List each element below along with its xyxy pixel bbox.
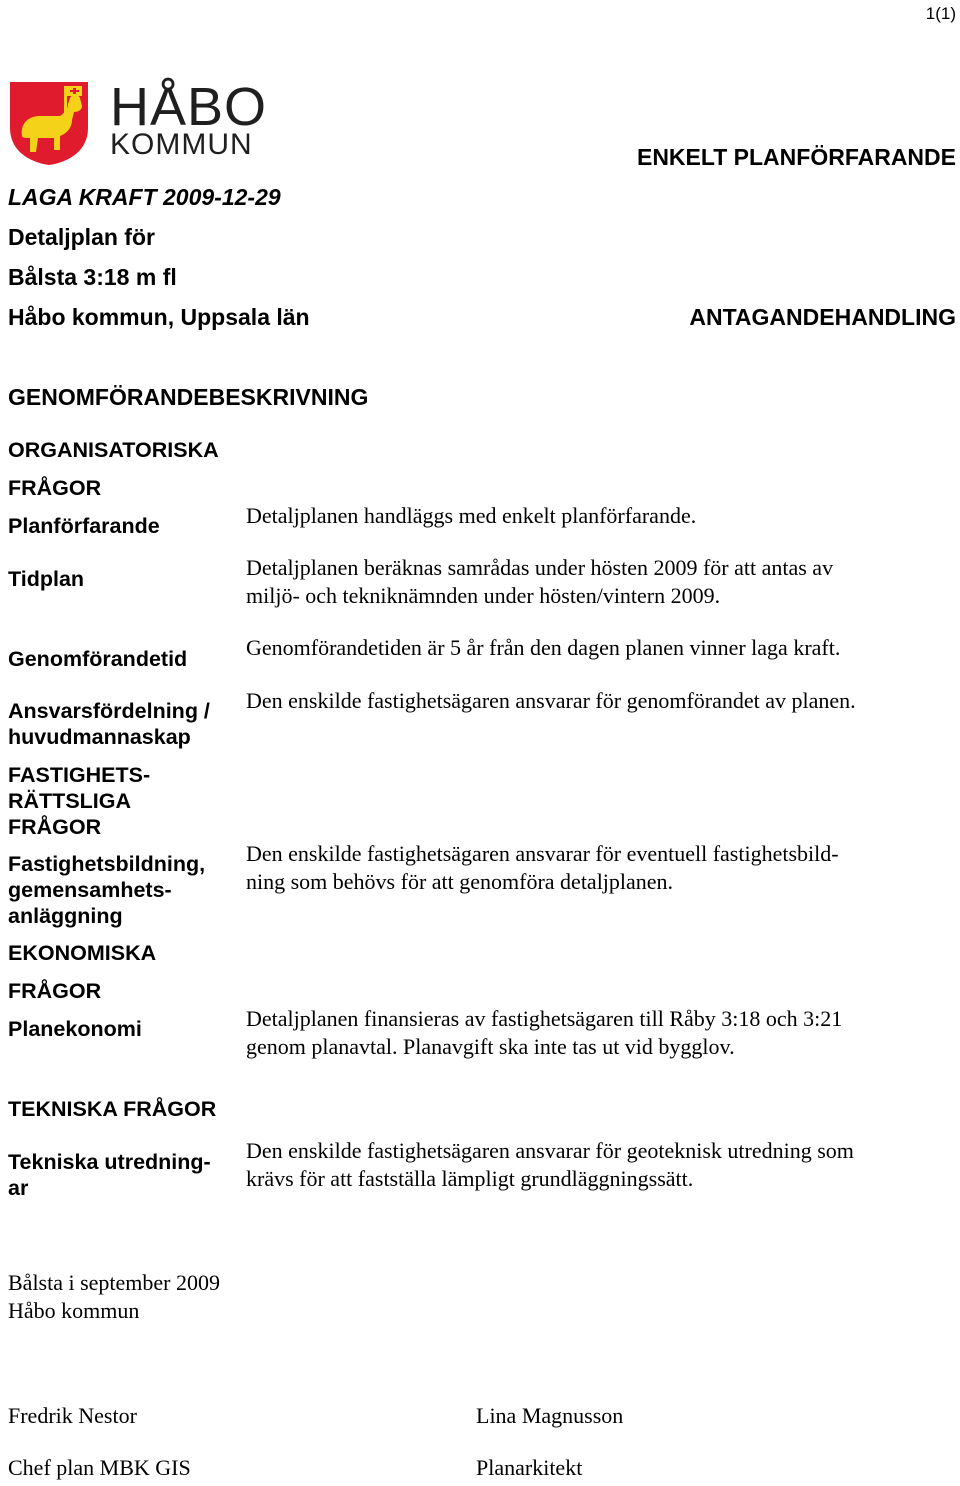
ansvar-label-1: Ansvarsfördelning /: [8, 699, 210, 723]
document-title: GENOMFÖRANDEBESKRIVNING: [8, 384, 369, 410]
fastighetsbildning-label-3: anläggning: [8, 904, 123, 928]
plan-line-3: Håbo kommun, Uppsala län: [8, 304, 310, 330]
habo-kommun-logo: [8, 77, 268, 170]
laga-kraft-label: LAGA KRAFT 2009-12-29: [8, 184, 281, 210]
planekonomi-label: Planekonomi: [8, 1017, 142, 1041]
procedure-label: ENKELT PLANFÖRFARANDE: [636, 144, 956, 170]
tekniska-utredningar-text-1: Den enskilde fastighetsägaren ansvarar för geoteknisk utredning som: [246, 1138, 854, 1163]
section-tek-title: TEKNISKA FRÅGOR: [8, 1097, 217, 1121]
ansvar-label-2: huvudmannaskap: [8, 725, 191, 749]
genomforandetid-text: Genomförandetiden är 5 år från den dagen planen vinner laga kraft.: [246, 635, 841, 660]
section-fast-line3: FRÅGOR: [8, 815, 102, 839]
fastighetsbildning-label-2: gemensamhets-: [8, 878, 172, 902]
tekniska-utredningar-label-2: ar: [8, 1176, 29, 1200]
signature-1-name: Fredrik Nestor: [8, 1403, 137, 1428]
logo-name: HÅBO: [110, 77, 268, 137]
logo-subtitle: KOMMUN: [110, 128, 253, 161]
fastighetsbildning-text-2: ning som behövs för att genomföra detaljplanen.: [246, 869, 674, 894]
tekniska-utredningar-label-1: Tekniska utredning-: [8, 1150, 211, 1174]
stage-label: ANTAGANDEHANDLING: [689, 304, 956, 330]
section-org-line1: ORGANISATORISKA: [8, 438, 219, 462]
planforfarande-text: Detaljplanen handläggs med enkelt planförfarande.: [246, 503, 697, 528]
signature-2-name: Lina Magnusson: [476, 1403, 624, 1428]
section-fast-line1: FASTIGHETS-: [8, 763, 151, 787]
plan-line-2: Bålsta 3:18 m fl: [8, 264, 177, 290]
ansvar-text: Den enskilde fastighetsägaren ansvarar för genomförandet av planen.: [246, 688, 856, 713]
section-org-line2: FRÅGOR: [8, 476, 102, 500]
genomforandetid-label: Genomförandetid: [8, 647, 188, 671]
section-fast-line2: RÄTTSLIGA: [8, 789, 132, 813]
tekniska-utredningar-text-2: krävs för att fastställa lämpligt grundläggningssätt.: [246, 1166, 694, 1191]
planforfarande-label: Planförfarande: [8, 514, 160, 538]
signature-1-title: Chef plan MBK GIS: [8, 1455, 191, 1480]
fastighetsbildning-label-1: Fastighetsbildning,: [8, 852, 206, 876]
planekonomi-text-1: Detaljplanen finansieras av fastighetsägaren till Råby 3:18 och 3:21: [246, 1006, 843, 1031]
footer-place-date: Bålsta i september 2009: [8, 1270, 221, 1295]
logo-wordmark: [110, 77, 268, 161]
footer-org: Håbo kommun: [8, 1298, 140, 1323]
fastighetsbildning-text-1: Den enskilde fastighetsägaren ansvarar för eventuell fastighetsbild-: [246, 841, 839, 866]
signature-2-title: Planarkitekt: [476, 1455, 583, 1480]
tidplan-text-2: miljö- och tekniknämnden under hösten/vintern 2009.: [246, 583, 721, 608]
coat-of-arms-lamb-icon: [8, 80, 90, 166]
section-ekon-line2: FRÅGOR: [8, 979, 102, 1003]
page-number: 1(1): [925, 4, 956, 23]
section-ekon-line1: EKONOMISKA: [8, 941, 157, 965]
planekonomi-text-2: genom planavtal. Planavgift ska inte tas ut vid bygglov.: [246, 1034, 735, 1059]
plan-line-1: Detaljplan för: [8, 224, 155, 250]
tidplan-text-1: Detaljplanen beräknas samrådas under hösten 2009 för att antas av: [246, 555, 834, 580]
tidplan-label: Tidplan: [8, 567, 85, 591]
